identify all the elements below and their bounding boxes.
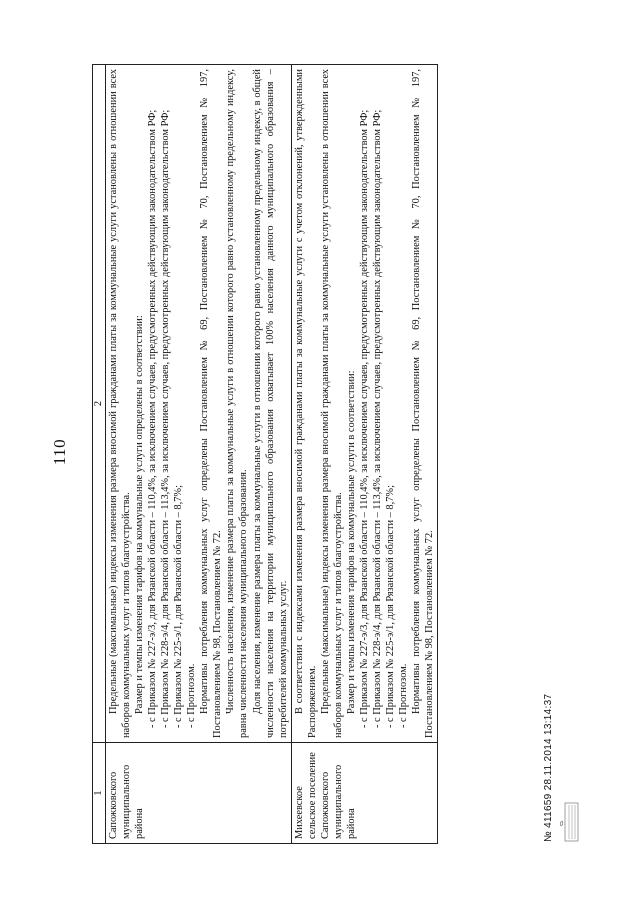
description-cell — [106, 65, 292, 743]
paragraph: Нормативы потребления коммунальных услуг определены Постановлением № 69, Постановлением № 70, Постановлением № 197, Постановлением № 98, Постановлением № 72. — [411, 69, 436, 738]
paragraph: Размер и темпы изменения тарифов на коммунальные услуги в соответствии: — [345, 370, 357, 714]
list-item: - с Прогнозом. — [398, 663, 410, 728]
paragraph: В соответствии с индексами изменения размера вносимой гражданами платы за коммунальные услуги с учетом отклонений, утвержденными Распоряжением. — [293, 69, 318, 738]
paragraph: Численность населения, изменение размера платы за коммунальные услуги в отношении которого равно установленному предельному индексу, равна численности населения муниципального образования. — [225, 69, 250, 738]
description-cell — [291, 65, 438, 743]
municipality-cell — [106, 743, 292, 844]
rotated-document-page — [50, 22, 590, 882]
paragraph: Доля населения, изменение размера платы за коммунальные услуги в отношении которого равно установленному предельному индексу, в общей численности населения на территории муниципального образования охватывает 100% населения данного муниципального образования – потребителей коммунальных услуг. — [251, 69, 289, 738]
paragraph: Предельные (максимальные) индексы изменения размера вносимой гражданами платы за коммунальные услуги установлены в отношении всех наборов коммунальных услуг и типов благоустройства. — [108, 69, 133, 738]
column-header-2: 2 — [93, 65, 106, 743]
column-header-1: 1 — [93, 743, 106, 844]
paragraph: Размер и темпы изменения тарифов на коммунальные услуги определены в соответствии: — [134, 315, 146, 714]
list-item: - с Приказом № 225-э/1, для Рязанской области – 8,7%; — [173, 485, 185, 728]
list-item: - с Приказом № 227-э/3, для Рязанской области – 110,4%, за исключением случаев, предусмотренных действующим законодательством РФ; — [147, 109, 159, 728]
table-row — [291, 65, 438, 844]
municipality-name: Сапожковского муниципального района — [108, 764, 146, 839]
paragraph: Нормативы потребления коммунальных услуг определены Постановлением № 69, Постановлением № 70, Постановлением № 197, Постановлением № 98, Постановлением № 72. — [199, 69, 224, 738]
table-header-row — [93, 65, 106, 844]
page-number: 110 — [50, 438, 69, 466]
table-row — [106, 65, 292, 844]
paragraph: Предельные (максимальные) индексы изменения размера вносимой гражданами платы за коммунальные услуги установлены в отношении всех наборов коммунальных услуг и типов благоустройства. — [319, 69, 344, 738]
registry-stamp-icon — [558, 802, 580, 842]
list-item: - с Прогнозом. — [186, 663, 198, 728]
list-item: - с Приказом № 225-э/1, для Рязанской области – 8,7%; — [384, 485, 396, 728]
document-id: № 411659 28.11.2014 13:14:37 — [543, 693, 554, 842]
list-item: - с Приказом № 228-э/4, для Рязанской области – 113,4%, за исключением случаев, предусмотренных действующим законодательством РФ; — [371, 109, 383, 728]
municipality-name: Михеевское сельское поселение Сапожковского муниципального района — [293, 752, 357, 839]
municipality-table — [92, 64, 438, 844]
municipality-cell — [291, 743, 438, 844]
list-item: - с Приказом № 228-э/4, для Рязанской области – 113,4%, за исключением случаев, предусмотренных действующим законодательством РФ; — [160, 109, 172, 728]
list-item: - с Приказом № 227-э/3, для Рязанской области – 110,4%, за исключением случаев, предусмотренных действующим законодательством РФ; — [358, 109, 370, 728]
